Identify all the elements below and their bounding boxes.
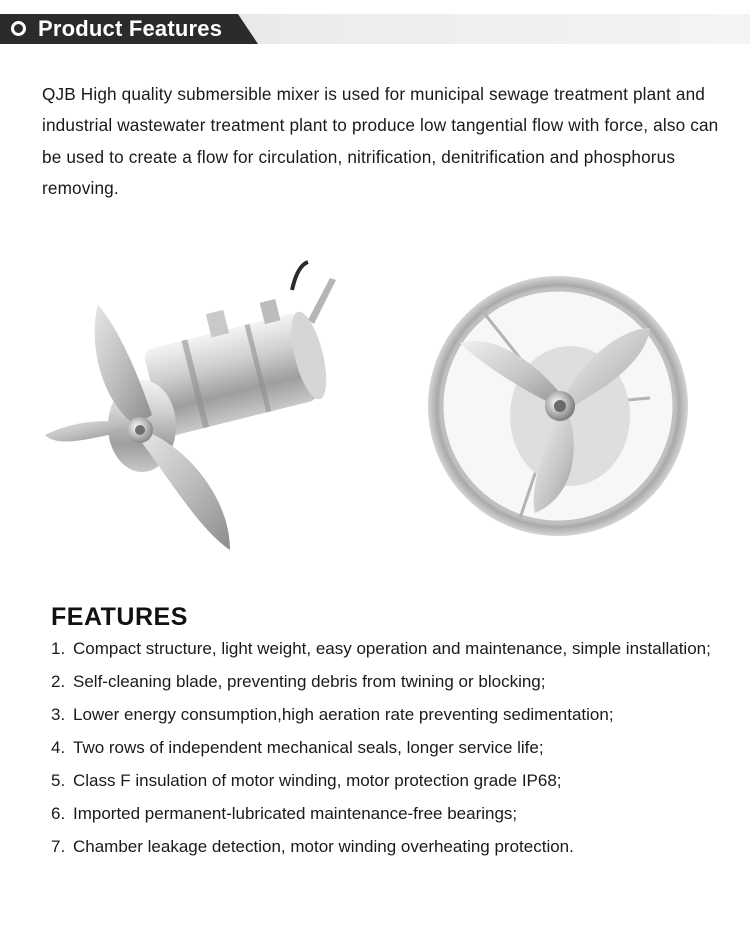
feature-item-6 <box>51 797 731 830</box>
feature-item-3 <box>51 698 731 731</box>
submersible-mixer-guide-ring-front-view <box>420 268 710 553</box>
feature-number: 1. <box>51 639 66 658</box>
features-list <box>51 632 731 863</box>
feature-number: 5. <box>51 771 66 790</box>
feature-item-5 <box>51 764 731 797</box>
feature-item-7 <box>51 830 731 863</box>
feature-text: Two rows of independent mechanical seals, longer service life; <box>73 738 544 757</box>
feature-text: Chamber leakage detection, motor winding overheating protection. <box>73 837 574 856</box>
feature-text: Self-cleaning blade, preventing debris from twining or blocking; <box>73 672 546 691</box>
feature-number: 3. <box>51 705 66 724</box>
intro-paragraph: QJB High quality submersible mixer is used for municipal sewage treatment plant and industrial wastewater treatment plant to produce low tangential flow with force, also can be used to create a flow for circulation, nitrification, denitrification and phosphorus removing. <box>42 84 719 198</box>
features-heading: FEATURES <box>51 603 188 631</box>
feature-item-2 <box>51 665 731 698</box>
feature-number: 2. <box>51 672 66 691</box>
feature-item-1 <box>51 632 731 665</box>
circle-icon <box>11 21 26 36</box>
feature-number: 4. <box>51 738 66 757</box>
submersible-mixer-side-view <box>40 250 340 560</box>
feature-text: Class F insulation of motor winding, motor protection grade IP68; <box>73 771 562 790</box>
feature-number: 7. <box>51 837 66 856</box>
feature-item-4 <box>51 731 731 764</box>
feature-text: Compact structure, light weight, easy operation and maintenance, simple installation; <box>73 639 711 658</box>
section-title: Product Features <box>38 16 223 41</box>
feature-number: 6. <box>51 804 66 823</box>
feature-text: Lower energy consumption,high aeration rate preventing sedimentation; <box>73 705 614 724</box>
feature-text: Imported permanent-lubricated maintenance-free bearings; <box>73 804 518 823</box>
